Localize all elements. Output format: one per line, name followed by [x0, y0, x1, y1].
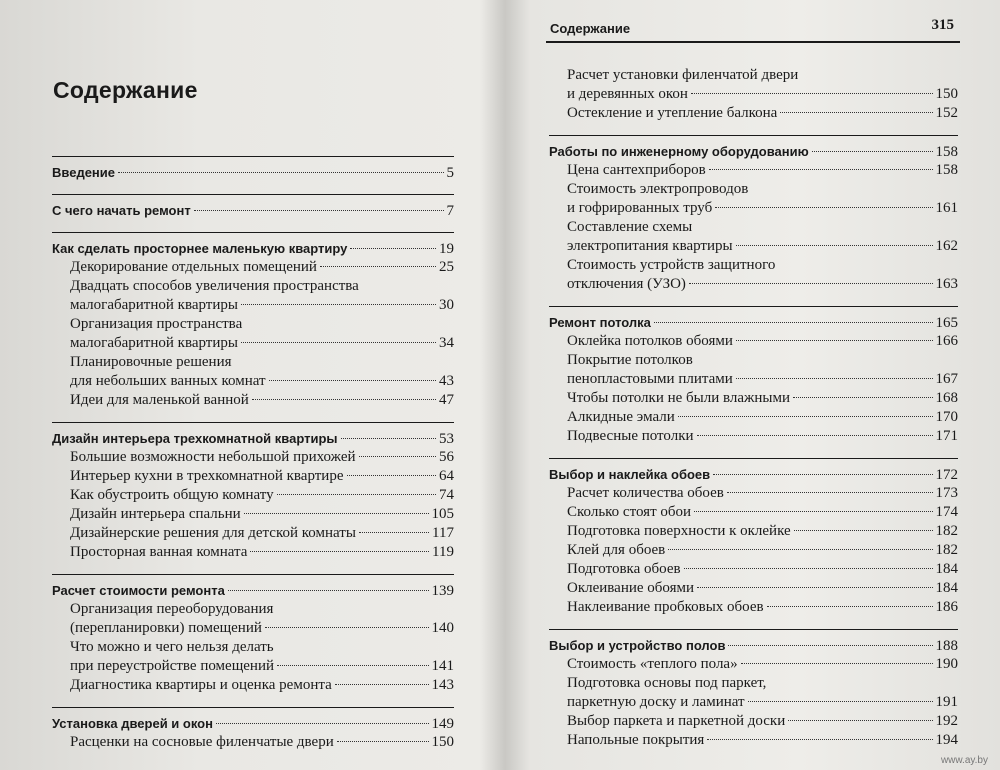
dot-leader: [241, 342, 436, 343]
table-of-contents-left: [52, 156, 454, 764]
toc-entry-title: пенопластовыми плитами: [567, 371, 733, 387]
toc-entry: [52, 391, 454, 410]
toc-page-number: 194: [935, 732, 958, 748]
toc-entry-line: Организация пространства: [70, 316, 243, 332]
dot-leader: [748, 701, 933, 702]
toc-section: [52, 194, 454, 220]
toc-entry-line: Двадцать способов увеличения пространства: [70, 278, 359, 294]
toc-entry-title: Дизайн интерьера спальни: [70, 506, 241, 522]
toc-section: [549, 306, 958, 446]
table-of-contents-right: [549, 65, 958, 762]
toc-entry-title: Как сделать просторнее маленькую квартиру: [52, 241, 348, 256]
toc-section: [549, 629, 958, 750]
toc-entry-title: Идеи для маленькой ванной: [70, 392, 249, 408]
dot-leader: [359, 456, 436, 457]
toc-page-number: 173: [935, 485, 958, 501]
toc-entry-line: Стоимость устройств защитного: [567, 257, 776, 273]
toc-entry-line: Составление схемы: [567, 219, 693, 235]
toc-chapter: [52, 201, 454, 220]
dot-leader: [728, 645, 932, 646]
toc-entry-title: Дизайнерские решения для детской комнаты: [70, 525, 356, 541]
toc-section: [549, 135, 958, 294]
dot-leader: [347, 475, 437, 476]
toc-entry-title: малогабаритной квартиры: [70, 335, 238, 351]
toc-entry: [52, 657, 454, 676]
dot-leader: [337, 741, 429, 742]
toc-entry: [549, 408, 958, 427]
toc-page-number: 143: [431, 677, 454, 693]
toc-entry: [549, 161, 958, 180]
toc-entry-title: Алкидные эмали: [567, 409, 675, 425]
toc-page-number: 168: [935, 390, 958, 406]
toc-section: [52, 232, 454, 410]
dot-leader: [794, 530, 933, 531]
toc-entry-title: Подвесные потолки: [567, 428, 694, 444]
toc-page-number: 139: [431, 583, 454, 599]
dot-leader: [118, 172, 444, 173]
toc-entry-title: Подготовка поверхности к оклейке: [567, 523, 791, 539]
toc-entry-title: малогабаритной квартиры: [70, 297, 238, 313]
dot-leader: [654, 322, 933, 323]
toc-page-number: 117: [432, 525, 454, 541]
toc-chapter: [52, 163, 454, 182]
toc-entry-title: Чтобы потолки не были влажными: [567, 390, 791, 406]
toc-page-number: 167: [935, 371, 958, 387]
toc-page-number: 7: [446, 203, 454, 219]
toc-entry-line: Расчет установки филенчатой двери: [567, 67, 799, 83]
toc-entry-line: Что можно и чего нельзя делать: [70, 639, 274, 655]
toc-entry-title: и гофрированных труб: [567, 200, 713, 216]
toc-entry-title: Расчет количества обоев: [567, 485, 724, 501]
toc-entry-title: Выбор и наклейка обоев: [549, 467, 711, 482]
dot-leader: [194, 210, 444, 211]
toc-entry: [52, 296, 454, 315]
toc-page-number: 43: [439, 373, 454, 389]
toc-entry-title: Оклейка потолков обоями: [567, 333, 733, 349]
dot-leader: [788, 720, 932, 721]
toc-entry-title: Наклеивание пробковых обоев: [567, 599, 764, 615]
toc-entry: [549, 731, 958, 750]
toc-entry: [549, 237, 958, 256]
toc-entry: [549, 199, 958, 218]
toc-page-number: 19: [439, 241, 454, 257]
toc-section: [52, 156, 454, 182]
toc-page-number: 150: [935, 86, 958, 102]
toc-page-number: 105: [431, 506, 454, 522]
page-heading: Содержание: [53, 77, 198, 103]
toc-page-number: 186: [935, 599, 958, 615]
dot-leader: [216, 723, 429, 724]
toc-page-number: 34: [439, 335, 454, 351]
toc-page-number: 162: [935, 238, 958, 254]
toc-entry-title: Диагностика квартиры и оценка ремонта: [70, 677, 332, 693]
toc-entry-title: Напольные покрытия: [567, 732, 705, 748]
toc-entry: [549, 85, 958, 104]
toc-entry: [549, 522, 958, 541]
toc-chapter: [549, 313, 958, 332]
toc-entry-line: Планировочные решения: [70, 354, 232, 370]
dot-leader: [241, 304, 436, 305]
dot-leader: [265, 627, 429, 628]
toc-entry-title: Клей для обоев: [567, 542, 666, 558]
dot-leader: [252, 399, 436, 400]
toc-entry-title: Сколько стоят обои: [567, 504, 692, 520]
toc-entry: [549, 712, 958, 731]
dot-leader: [684, 568, 933, 569]
dot-leader: [277, 665, 429, 666]
toc-entry-title: при переустройстве помещений: [70, 658, 274, 674]
right-page: [506, 0, 1000, 770]
dot-leader: [335, 684, 429, 685]
toc-entry: [549, 389, 958, 408]
toc-page-number: 188: [935, 638, 958, 654]
toc-entry: [52, 543, 454, 562]
dot-leader: [736, 245, 933, 246]
toc-entry-title: и деревянных окон: [567, 86, 688, 102]
toc-section: [52, 574, 454, 695]
toc-entry-title: отключения (УЗО): [567, 276, 686, 292]
toc-page-number: 150: [431, 734, 454, 750]
toc-page-number: 158: [935, 144, 958, 160]
dot-leader: [678, 416, 933, 417]
toc-page-number: 140: [431, 620, 454, 636]
toc-page-number: 182: [935, 523, 958, 539]
toc-page-number: 47: [439, 392, 454, 408]
toc-entry: [549, 579, 958, 598]
dot-leader: [350, 248, 436, 249]
dot-leader: [277, 494, 436, 495]
toc-entry: [52, 524, 454, 543]
toc-page-number: 184: [935, 580, 958, 596]
dot-leader: [736, 378, 933, 379]
toc-entry: [549, 598, 958, 617]
dot-leader: [707, 739, 932, 740]
toc-page-number: 25: [439, 259, 454, 275]
toc-page-number: 166: [935, 333, 958, 349]
toc-entry: [549, 275, 958, 294]
toc-page-number: 141: [431, 658, 454, 674]
toc-entry: [549, 541, 958, 560]
toc-page-number: 158: [935, 162, 958, 178]
dot-leader: [715, 207, 932, 208]
toc-entry-line: Подготовка основы под паркет,: [567, 675, 767, 691]
toc-entry-title: Как обустроить общую комнату: [70, 487, 274, 503]
toc-entry: [549, 693, 958, 712]
toc-entry: [52, 676, 454, 695]
toc-page-number: 163: [935, 276, 958, 292]
running-header-title: Содержание: [550, 21, 631, 36]
toc-entry-line: Стоимость электропроводов: [567, 181, 749, 197]
toc-entry-title: Работы по инженерному оборудованию: [549, 144, 809, 159]
dot-leader: [727, 492, 933, 493]
dot-leader: [793, 397, 932, 398]
toc-page-number: 192: [935, 713, 958, 729]
toc-entry: [52, 733, 454, 752]
dot-leader: [697, 587, 932, 588]
toc-entry: [549, 655, 958, 674]
toc-entry-title: электропитания квартиры: [567, 238, 733, 254]
toc-chapter: [549, 465, 958, 484]
toc-entry-title: Расценки на сосновые филенчатые двери: [70, 734, 334, 750]
dot-leader: [269, 380, 436, 381]
toc-entry-title: Оклеивание обоями: [567, 580, 695, 596]
toc-page-number: 182: [935, 542, 958, 558]
toc-chapter: [52, 714, 454, 733]
toc-chapter: [52, 239, 454, 258]
dot-leader: [697, 435, 933, 436]
toc-entry: [549, 104, 958, 123]
dot-leader: [689, 283, 933, 284]
dot-leader: [741, 663, 933, 664]
toc-chapter: [52, 429, 454, 448]
dot-leader: [250, 551, 429, 552]
toc-entry: [549, 370, 958, 389]
toc-entry-line: Покрытие потолков: [567, 352, 693, 368]
toc-entry-title: для небольших ванных комнат: [70, 373, 266, 389]
toc-page-number: 30: [439, 297, 454, 313]
toc-section: [549, 65, 958, 123]
toc-entry: [52, 372, 454, 391]
dot-leader: [691, 93, 933, 94]
dot-leader: [228, 590, 429, 591]
toc-entry-title: Цена сантехприборов: [567, 162, 706, 178]
toc-chapter: [549, 142, 958, 161]
toc-entry-title: Подготовка обоев: [567, 561, 681, 577]
toc-page-number: 172: [935, 467, 958, 483]
toc-page-number: 184: [935, 561, 958, 577]
toc-entry-line: Организация переоборудования: [70, 601, 274, 617]
dot-leader: [709, 169, 933, 170]
toc-page-number: 74: [439, 487, 454, 503]
toc-entry: [549, 503, 958, 522]
dot-leader: [244, 513, 429, 514]
watermark: www.ay.by: [940, 755, 988, 766]
toc-entry: [52, 619, 454, 638]
toc-entry-title: Дизайн интерьера трехкомнатной квартиры: [52, 431, 338, 446]
dot-leader: [320, 266, 436, 267]
toc-page-number: 56: [439, 449, 454, 465]
toc-entry-title: С чего начать ремонт: [52, 203, 191, 218]
toc-page-number: 165: [935, 315, 958, 331]
toc-page-number: 53: [439, 431, 454, 447]
toc-entry: [52, 467, 454, 486]
page-number: 315: [931, 17, 954, 33]
toc-entry-title: Декорирование отдельных помещений: [70, 259, 317, 275]
running-header: [546, 17, 960, 43]
dot-leader: [780, 112, 932, 113]
toc-entry-title: Введение: [52, 165, 115, 180]
toc-entry-title: (перепланировки) помещений: [70, 620, 262, 636]
toc-page-number: 190: [935, 656, 958, 672]
dot-leader: [713, 474, 932, 475]
toc-entry-title: Большие возможности небольшой прихожей: [70, 449, 356, 465]
dot-leader: [736, 340, 933, 341]
toc-entry: [52, 486, 454, 505]
toc-entry-title: Интерьер кухни в трехкомнатной квартире: [70, 468, 344, 484]
toc-page-number: 149: [431, 716, 454, 732]
toc-entry-title: Стоимость «теплого пола»: [567, 656, 738, 672]
toc-entry: [52, 448, 454, 467]
dot-leader: [767, 606, 933, 607]
toc-page-number: 170: [935, 409, 958, 425]
toc-entry-title: Ремонт потолка: [549, 315, 651, 330]
dot-leader: [694, 511, 932, 512]
toc-entry: [549, 484, 958, 503]
toc-entry: [52, 334, 454, 353]
toc-page-number: 64: [439, 468, 454, 484]
toc-entry: [52, 505, 454, 524]
dot-leader: [812, 151, 933, 152]
toc-entry-title: Выбор и устройство полов: [549, 638, 726, 653]
toc-section: [52, 707, 454, 752]
toc-page-number: 161: [935, 200, 958, 216]
dot-leader: [668, 549, 932, 550]
toc-chapter: [549, 636, 958, 655]
toc-section: [52, 422, 454, 562]
toc-page-number: 5: [446, 165, 454, 181]
toc-chapter: [52, 581, 454, 600]
toc-entry: [549, 332, 958, 351]
toc-entry: [549, 427, 958, 446]
dot-leader: [359, 532, 429, 533]
toc-page-number: 119: [432, 544, 454, 560]
toc-entry: [52, 258, 454, 277]
toc-entry-title: паркетную доску и ламинат: [567, 694, 745, 710]
toc-section: [549, 458, 958, 617]
toc-page-number: 191: [935, 694, 958, 710]
toc-entry-title: Остекление и утепление балкона: [567, 105, 778, 121]
toc-entry-title: Расчет стоимости ремонта: [52, 583, 225, 598]
toc-entry-title: Установка дверей и окон: [52, 716, 213, 731]
toc-entry-title: Выбор паркета и паркетной доски: [567, 713, 786, 729]
toc-page-number: 171: [935, 428, 958, 444]
toc-page-number: 152: [935, 105, 958, 121]
toc-entry: [549, 560, 958, 579]
toc-page-number: 174: [935, 504, 958, 520]
dot-leader: [341, 438, 436, 439]
toc-entry-title: Просторная ванная комната: [70, 544, 248, 560]
